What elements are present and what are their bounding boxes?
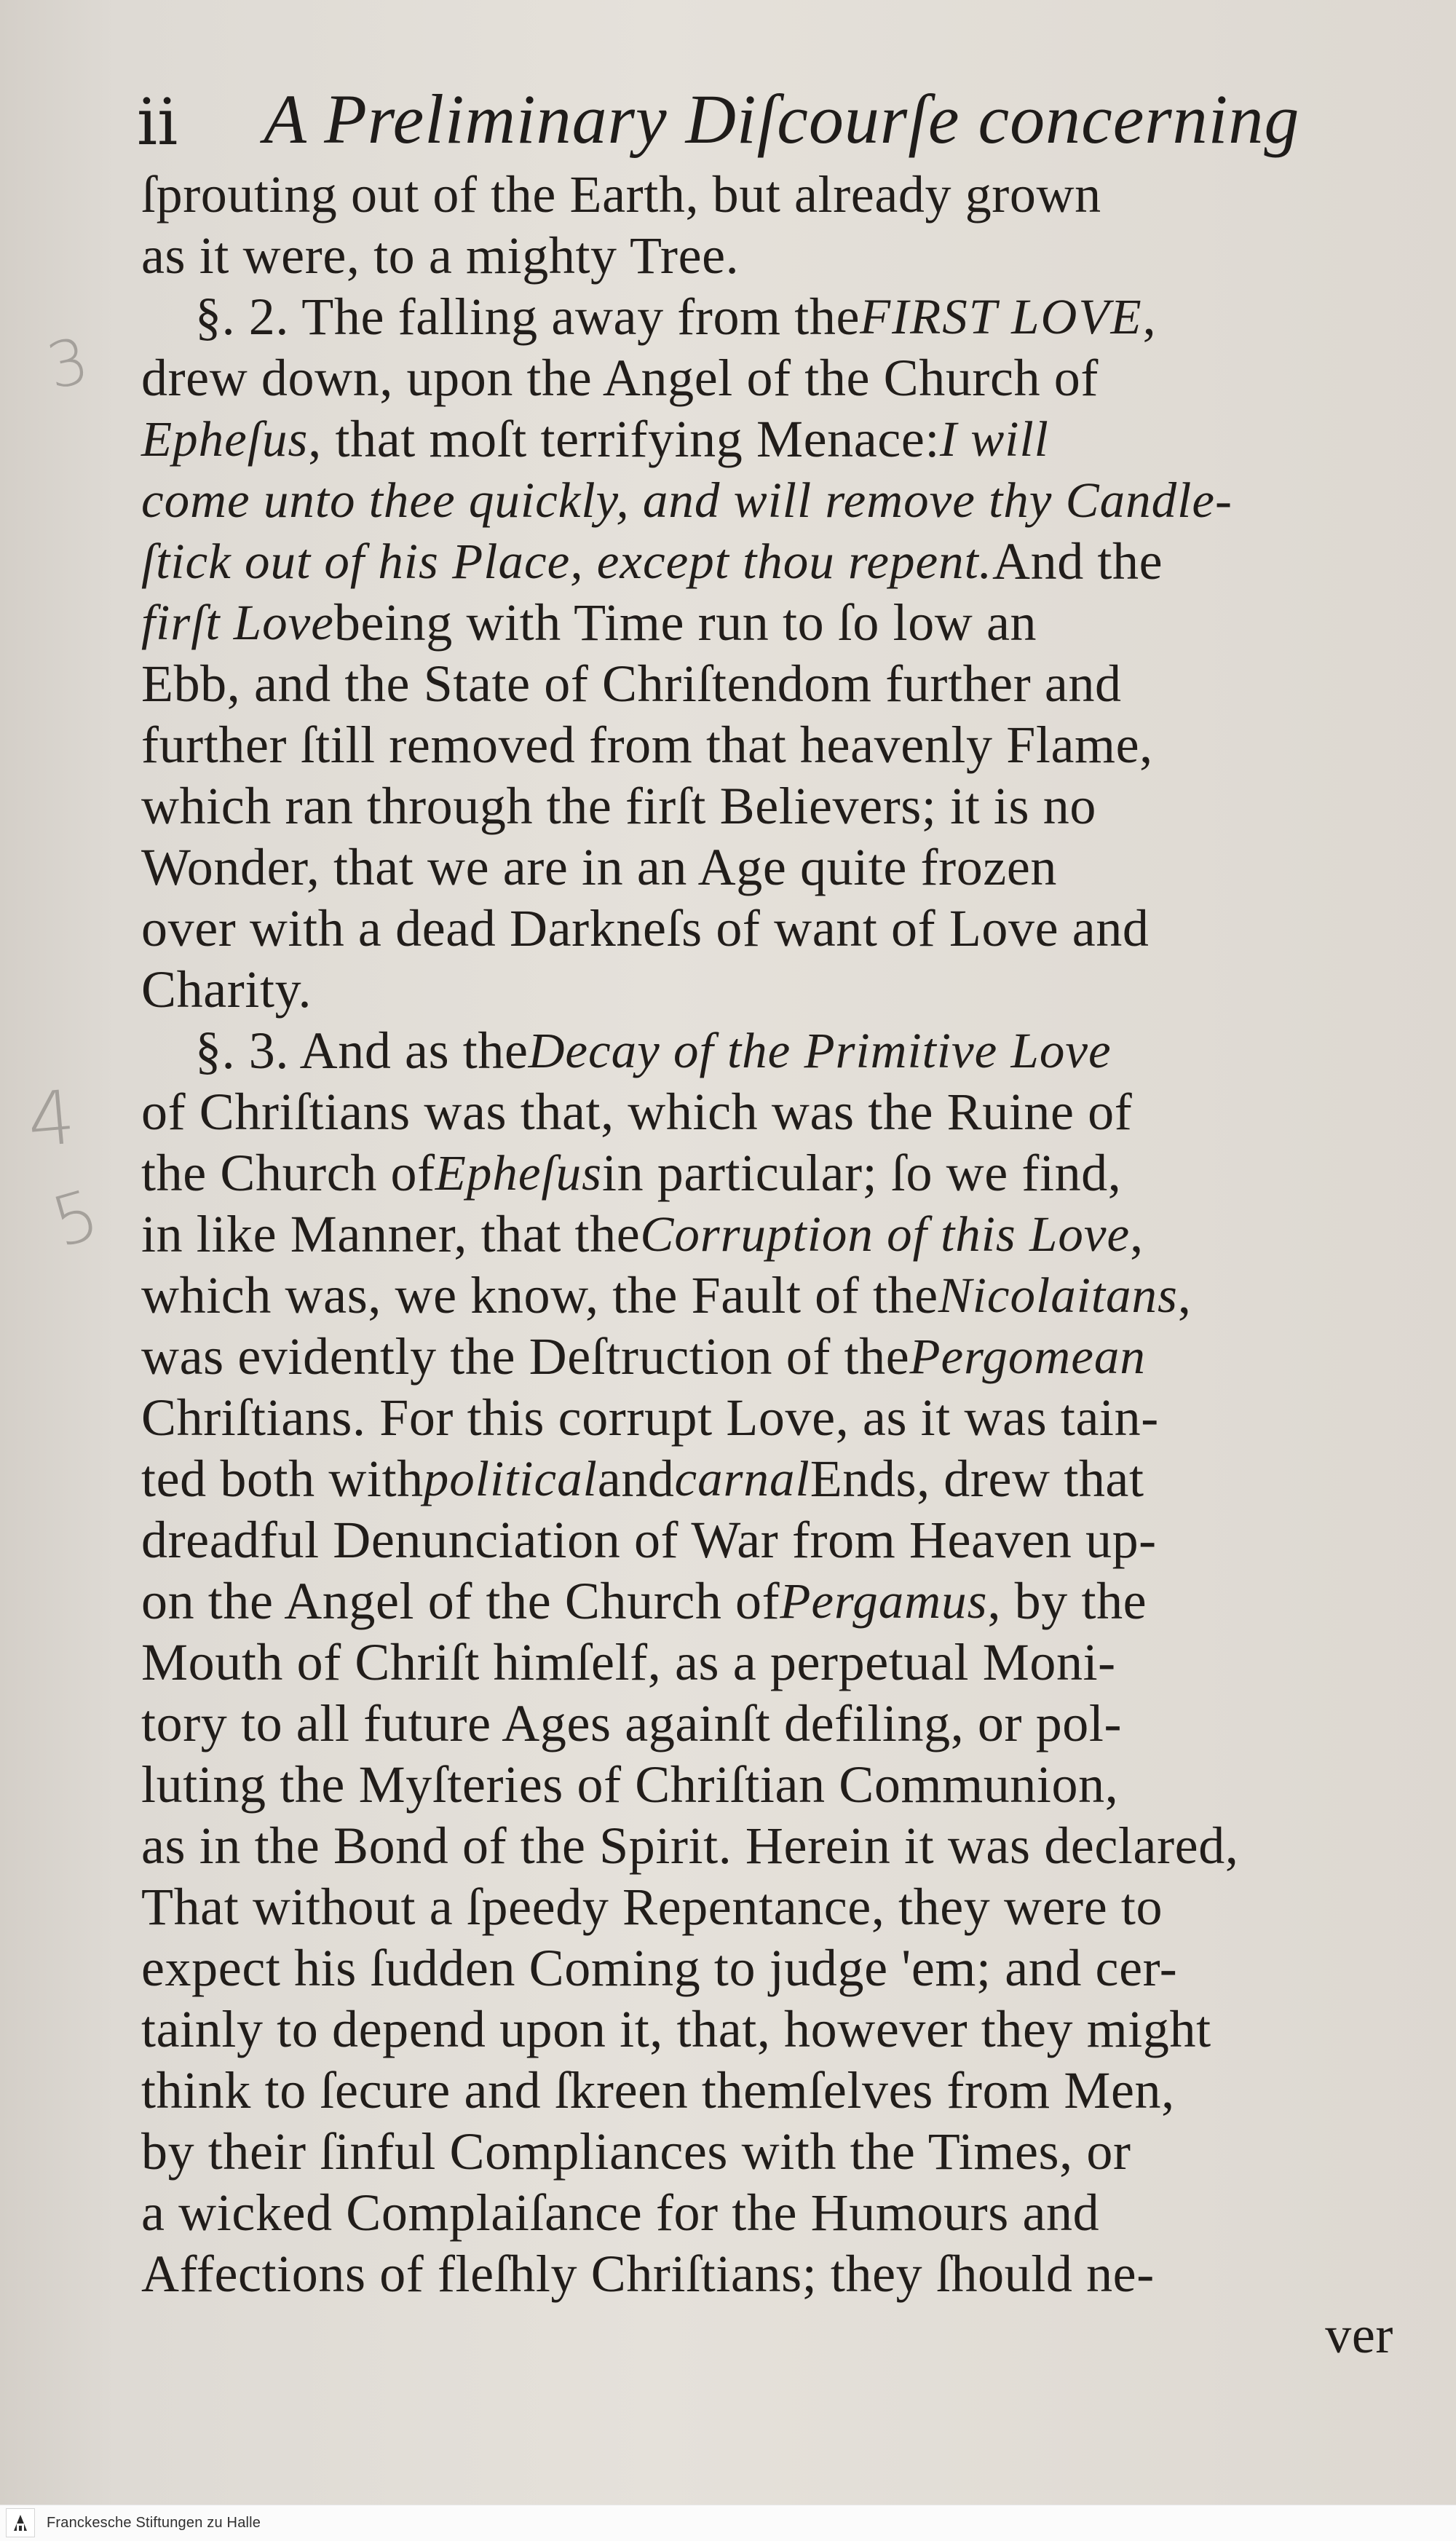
text-line: on the Angel of the Church of Pergamus , by the <box>141 1572 1147 1630</box>
text-line: expect his ſudden Coming to judge 'em; and cer- <box>141 1939 1178 1997</box>
margin-mark-5: 5 <box>44 1174 108 1264</box>
page-number: ii <box>137 84 178 159</box>
text-line: over with a dead Darkneſs of want of Love and <box>141 899 1150 957</box>
margin-mark-4: 4 <box>23 1074 79 1165</box>
text-line: tory to all future Ages againſt defiling, or pol- <box>141 1694 1123 1752</box>
text-line: by their ſinful Compliances with the Times, or <box>141 2122 1131 2181</box>
archive-footer <box>0 2505 1456 2541</box>
text-line: think to ſecure and ſkreen themſelves from Men, <box>141 2061 1175 2119</box>
text-line: the Church of Epheſus in particular; ſo we find, <box>141 1144 1122 1202</box>
archive-footer-text: Franckesche Stiftungen zu Halle <box>47 2515 261 2531</box>
text-line: ſtick out of his Place, except thou repent. And the <box>141 532 1163 590</box>
text-line: further ſtill removed from that heavenly Flame, <box>141 716 1153 774</box>
text-line: Mouth of Chriſt himſelf, as a perpetual Moni- <box>141 1633 1116 1691</box>
text-line: Charity. <box>141 960 312 1019</box>
text-line: was evidently the Deſtruction of the Pergomean <box>141 1327 1146 1386</box>
text-line: dreadful Denunciation of War from Heaven up- <box>141 1511 1157 1569</box>
text-line: Wonder, that we are in an Age quite frozen <box>141 838 1058 896</box>
text-line: ſprouting out of the Earth, but already grown <box>141 165 1101 224</box>
text-line: a wicked Complaiſance for the Humours and <box>141 2184 1100 2242</box>
page-header <box>137 67 1447 159</box>
text-line: of Chriſtians was that, which was the Ruine of <box>141 1083 1133 1141</box>
text-line: luting the Myſteries of Chriſtian Communion, <box>141 1755 1119 1814</box>
text-line: tainly to depend upon it, that, however they might <box>141 2000 1211 2058</box>
paragraph-start-line: §. 3. And as the Decay of the Primitive Love <box>195 1021 1112 1080</box>
margin-mark-3: 3 <box>41 324 95 404</box>
running-title: A Preliminary Diſcourſe concerning <box>264 80 1300 158</box>
archive-logo-icon <box>6 2508 35 2537</box>
text-line: come unto thee quickly, and will remove thy Candle- <box>141 473 1233 528</box>
text-line: as it were, to a mighty Tree. <box>141 226 740 285</box>
text-line: in like Manner, that the Corruption of this Love , <box>141 1205 1144 1263</box>
text-line: Epheſus , that moſt terrifying Menace: I will <box>141 410 1049 468</box>
main-text-block <box>141 164 1393 2366</box>
text-line: as in the Bond of the Spirit. Herein it was declared, <box>141 1817 1239 1875</box>
text-line: drew down, upon the Angel of the Church of <box>141 349 1099 407</box>
text-line: ted both with political and carnal Ends, drew that <box>141 1450 1144 1508</box>
text-line: which was, we know, the Fault of the Nicolaitans , <box>141 1266 1192 1324</box>
text-line: That without a ſpeedy Repentance, they were to <box>141 1878 1163 1936</box>
text-line: firſt Love being with Time run to ſo low an <box>141 593 1037 652</box>
text-line: Chriſtians. For this corrupt Love, as it was tain- <box>141 1388 1159 1447</box>
catchword: ver <box>1325 2306 1393 2364</box>
text-line: Affections of fleſhly Chriſtians; they ſhould ne- <box>141 2245 1155 2303</box>
text-line: Ebb, and the State of Chriſtendom further and <box>141 655 1122 713</box>
paragraph-start-line: §. 2. The falling away from the FIRST LOVE , <box>195 288 1157 346</box>
text-line: which ran through the firſt Believers; it is no <box>141 777 1096 835</box>
